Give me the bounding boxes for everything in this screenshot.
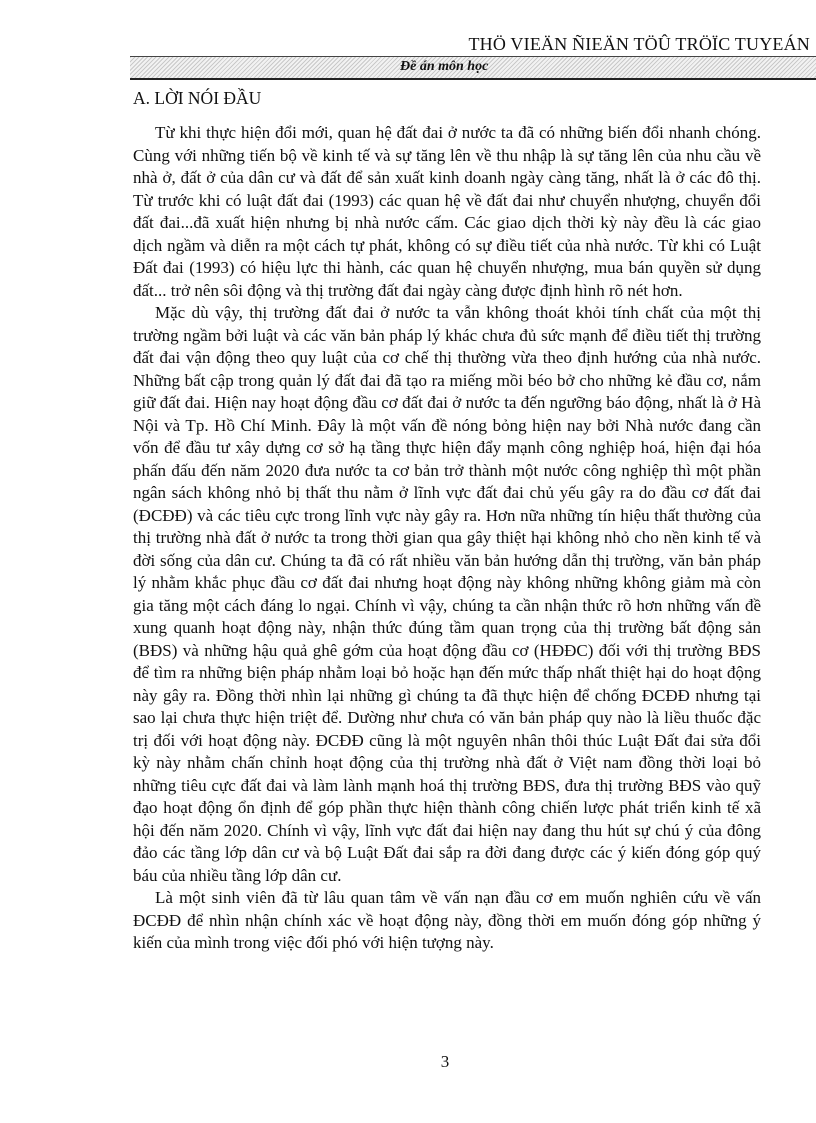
paragraph: Mặc dù vậy, thị trường đất đai ở nước ta vẫn không thoát khỏi tính chất của một thị trường ngầm bởi luật và các văn bản pháp lý khác chưa đủ sức mạnh để điều tiết thị trường đất đai vận động theo quy luật của cơ chế thị thường vừa theo định hướng của nhà nước. Những bất cập trong quản lý đất đai đã tạo ra miếng mồi béo bở cho những kẻ đầu cơ, nắm giữ đất đai. Hiện nay hoạt động đầu cơ đất đai ở nước ta đến ngưỡng báo động, nhất là ở Hà Nội và Tp. Hồ Chí Minh. Đây là một vấn đề nóng bỏng hiện nay bởi Nhà nước đang cần vốn để đầu tư xây dựng cơ sở hạ tầng thực hiện đẩy mạnh công nghiệp hoá, hiện đại hóa phấn đấu đến năm 2020 đưa nước ta cơ bản trở thành một nước công nghiệp thì một phần ngân sách không nhỏ bị thất thu nằm ở lĩnh vực đất đai chủ yếu gây ra do đầu cơ đất đai (ĐCĐĐ) và các tiêu cực trong lĩnh vực này gây ra. Hơn nữa những tín hiệu thất thường của thị trường nhà đất ở nước ta trong thời gian qua gây thiệt hại không nhỏ cho nền kinh tế và đời sống của dân cư. Chúng ta đã có rất nhiều văn bản hướng dẫn thị trường, văn bản pháp lý nhằm khắc phục đầu cơ đất đai nhưng hoạt động này không những không giảm mà còn gia tăng một cách đáng lo ngại. Chính vì vậy, chúng ta cần nhận thức rõ hơn những vấn đề xung quanh hoạt động này, nhận thức đúng tầm quan trọng của thị trường bất động sản (BĐS) và những hậu quả ghê gớm của hoạt động đầu cơ (HĐĐC) đối với thị trường BĐS để tìm ra những biện pháp nhằm loại bỏ hoặc hạn đến mức thấp nhất thiệt hại do hoạt động này gây ra. Đồng thời nhìn lại những gì chúng ta đã thực hiện để chống ĐCĐĐ nhưng tại sao lại chưa thực hiện triệt để. Dường như chưa có văn bản pháp quy nào là liều thuốc đặc trị đối với hoạt động này. ĐCĐĐ cũng là một nguyên nhân thôi thúc Luật Đất đai sửa đổi kỳ này nhằm chấn chỉnh hoạt động của thị trường nhà đất ở Việt nam đồng thời loại bỏ những tiêu cực đất đai và làm lành mạnh hoá thị trường BĐS, đưa thị trường BĐS vào quỹ đạo hoạt động ổn định để góp phần thực hiện thành công chiến lược phát triển kinh tế xã hội đến năm 2020. Chính vì vậy, lĩnh vực đất đai hiện nay đang thu hút sự chú ý của đông đảo các tầng lớp dân cư và bộ Luật Đất đai sắp ra đời đang được các ý kiến đóng góp quý báu của nhiều tầng lớp dân cư.	[133, 303, 761, 885]
watermark-text: THÖ VIEÄN ÑIEÄN TÖÛ TRÖÏC TUYEÁN	[468, 34, 810, 54]
paragraph: Là một sinh viên đã từ lâu quan tâm về vấn nạn đầu cơ em muốn nghiên cứu về vấn ĐCĐĐ để nhìn nhận chính xác về hoạt động này, đồng thời em muốn đóng góp những ý kiến của mình trong việc đối phó với hiện tượng này.	[133, 888, 761, 952]
paragraph: Từ khi thực hiện đổi mới, quan hệ đất đai ở nước ta đã có những biến đổi nhanh chóng. Cùng với những tiến bộ về kinh tế và sự tăng lên về thu nhập là sự tăng lên của nhu cầu về nhà ở, đất ở của dân cư và đất để sản xuất kinh doanh ngày càng tăng, nhất là ở các đô thị. Từ trước khi có luật đất đai (1993) các quan hệ về đất đai như chuyển nhượng, chuyển đổi đất đai...đã xuất hiện nhưng bị nhà nước cấm. Các giao dịch thời kỳ này đều là các giao dịch ngầm và diễn ra một cách tự phát, không có sự điều tiết của nhà nước. Từ khi có Luật Đất đai (1993) có hiệu lực thi hành, các quan hệ chuyển nhượng, mua bán quyền sử dụng đất... trở nên sôi động và thị trường đất đai ngày càng được định hình rõ nét hơn.	[133, 123, 761, 300]
section-title: A. LỜI NÓI ĐẦU	[133, 88, 262, 108]
header-label: Đề án môn học	[400, 59, 489, 74]
document-body	[133, 122, 761, 955]
page-number: 3	[440, 1052, 450, 1071]
header-band	[130, 56, 816, 80]
